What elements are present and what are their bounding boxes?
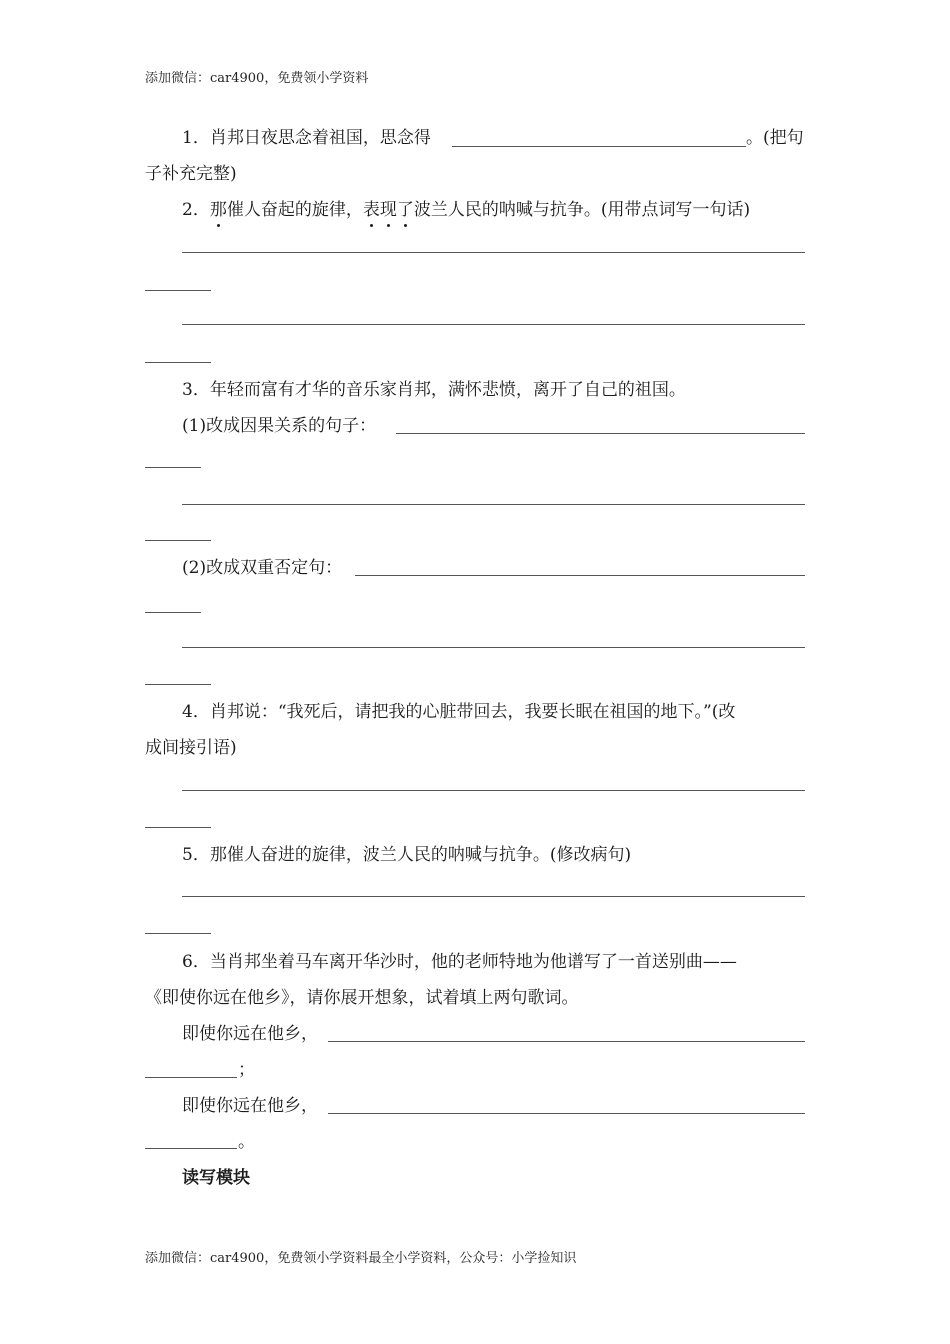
q3-sub2-blank[interactable] bbox=[355, 575, 805, 576]
q6-lyric2-blank-b[interactable] bbox=[145, 1148, 237, 1149]
q2-dotted-char-2: 表 bbox=[362, 200, 380, 220]
q1-line1: 1．肖邦日夜思念着祖国，思念得 bbox=[182, 128, 431, 148]
q3-sub2-line-b[interactable] bbox=[182, 647, 805, 648]
q6-lyric1-blank[interactable] bbox=[328, 1041, 805, 1042]
q2-dotted-char-1: 那 bbox=[209, 200, 227, 220]
q2-line1 bbox=[182, 198, 750, 222]
section-title: 读写模块 bbox=[182, 1168, 250, 1188]
q2-dotted-char-3: 现 bbox=[379, 200, 397, 220]
q2-answer-line-1b[interactable] bbox=[145, 290, 211, 291]
q2-prefix: 2． bbox=[182, 200, 210, 220]
q5-answer-line[interactable] bbox=[182, 896, 805, 897]
q3-sub1-line-c[interactable] bbox=[145, 540, 211, 541]
q6-lyric1-end: ； bbox=[238, 1060, 255, 1080]
q6-line1: 6．当肖邦坐着马车离开华沙时，他的老师特地为他谱写了一首送别曲—— bbox=[182, 952, 737, 972]
q1-blank[interactable] bbox=[452, 146, 746, 147]
q6-lyric2-blank[interactable] bbox=[328, 1113, 805, 1114]
q1-line2: 子补充完整) bbox=[145, 164, 237, 184]
q3-sub2-line-c[interactable] bbox=[145, 684, 211, 685]
q4-answer-line[interactable] bbox=[182, 790, 805, 791]
q2-text-post: 波兰人民的呐喊与抗争。(用带点词写一句话) bbox=[413, 200, 751, 220]
q6-line2: 《即使你远在他乡》，请你展开想象，试着填上两句歌词。 bbox=[145, 988, 579, 1008]
q6-lyric2-label: 即使你远在他乡， bbox=[182, 1096, 318, 1116]
q2-dotted-char-4: 了 bbox=[396, 200, 414, 220]
q5-line1: 5．那催人奋进的旋律，波兰人民的呐喊与抗争。(修改病句) bbox=[182, 845, 632, 865]
q3-sub2-line-a[interactable] bbox=[145, 612, 201, 613]
q6-lyric1-blank-b[interactable] bbox=[145, 1077, 237, 1078]
q3-sub1-label: (1)改成因果关系的句子： bbox=[182, 416, 377, 436]
q4-line2: 成间接引语) bbox=[145, 738, 237, 758]
q5-answer-line-b[interactable] bbox=[145, 933, 211, 934]
page-header: 添加微信：car4900，免费领小学资料 bbox=[145, 71, 369, 86]
q3-sub1-blank[interactable] bbox=[396, 433, 805, 434]
q3-sub1-line-b[interactable] bbox=[182, 504, 805, 505]
page-footer: 添加微信：car4900，免费领小学资料最全小学资料，公众号：小学捡知识 bbox=[145, 1251, 577, 1266]
q3-stem: 3．年轻而富有才华的音乐家肖邦，满怀悲愤，离开了自己的祖国。 bbox=[182, 380, 686, 400]
q2-answer-line-1[interactable] bbox=[182, 252, 805, 253]
q2-answer-line-2b[interactable] bbox=[145, 362, 211, 363]
q3-sub1-line-a[interactable] bbox=[145, 467, 201, 468]
q4-line1: 4．肖邦说：“我死后，请把我的心脏带回去，我要长眠在祖国的地下。”(改 bbox=[182, 702, 736, 722]
q4-answer-line-b[interactable] bbox=[145, 827, 211, 828]
q2-answer-line-2[interactable] bbox=[182, 324, 805, 325]
q2-text-mid: 催人奋起的旋律， bbox=[226, 200, 363, 220]
q1-line1-end: 。(把句 bbox=[746, 128, 804, 148]
q3-sub2-label: (2)改成双重否定句： bbox=[182, 558, 343, 578]
q6-lyric2-end: 。 bbox=[238, 1132, 255, 1152]
q6-lyric1-label: 即使你远在他乡， bbox=[182, 1024, 318, 1044]
